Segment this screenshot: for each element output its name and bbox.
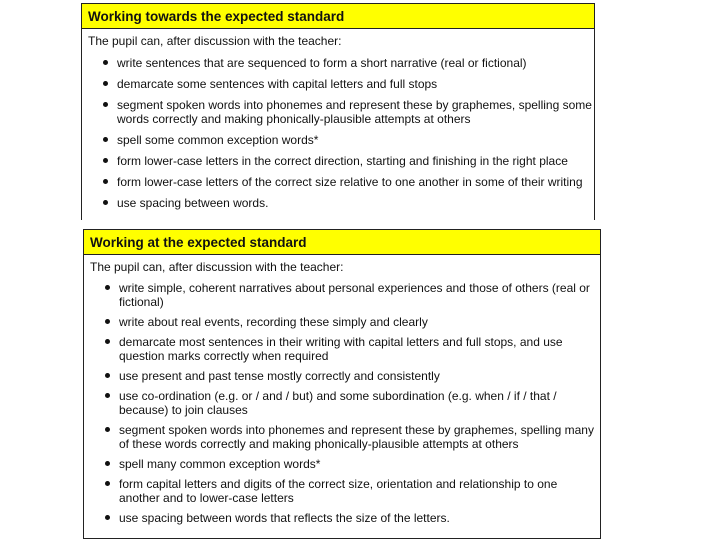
list-item [99,77,594,91]
list-item [101,369,600,383]
list-item [99,175,594,189]
standard-panel-working-towards [81,3,595,220]
list-item [101,315,600,329]
list-item-text: form lower-case letters in the correct direction, starting and finishing in the right place [117,154,568,168]
bullet-icon [105,481,110,486]
list-item-text: form capital letters and digits of the correct size, orientation and relationship to one another and to lower-case letters [119,477,558,505]
list-item-text: use co-ordination (e.g. or / and / but) and some subordination (e.g. when / if / that / because) to join clauses [119,389,557,417]
list-item [101,477,600,505]
list-item-text: use spacing between words. [117,196,269,210]
list-item-text: segment spoken words into phonemes and represent these by graphemes, spelling many of these words correctly and making phonically-plausible attempts at others [119,423,594,451]
section-title: Working at the expected standard [84,230,600,255]
list-item [99,56,594,70]
list-item-text: write simple, coherent narratives about personal experiences and those of others (real or fictional) [119,281,590,309]
list-item [101,457,600,471]
list-item-text: spell some common exception words* [117,133,319,147]
list-item [101,423,600,451]
list-item-text: demarcate some sentences with capital letters and full stops [117,77,438,91]
bullet-icon [103,81,108,86]
list-item [101,335,600,363]
list-item [101,281,600,309]
bullet-icon [103,200,108,205]
criteria-list [84,281,600,525]
list-item-text: write sentences that are sequenced to form a short narrative (real or fictional) [117,56,527,70]
list-item-text: segment spoken words into phonemes and represent these by graphemes, spelling some words correctly and making phonically-plausible attempts at others [117,98,592,126]
list-item-text: write about real events, recording these simply and clearly [119,315,428,329]
criteria-list [82,56,594,210]
bullet-icon [105,427,110,432]
list-item-text: use spacing between words that reflects the size of the letters. [119,511,450,525]
list-item [99,133,594,147]
bullet-icon [103,60,108,65]
list-item-text: spell many common exception words* [119,457,321,471]
bullet-icon [105,515,110,520]
bullet-icon [103,102,108,107]
list-item [99,196,594,210]
list-item-text: use present and past tense mostly correctly and consistently [119,369,440,383]
bullet-icon [105,285,110,290]
bullet-icon [103,137,108,142]
list-item [99,98,594,126]
section-intro: The pupil can, after discussion with the teacher: [88,34,342,48]
list-item-text: demarcate most sentences in their writing with capital letters and full stops, and use question marks correctly when required [119,335,563,363]
bullet-icon [103,158,108,163]
standard-panel-expected [83,229,601,539]
list-item [99,154,594,168]
list-item [101,389,600,417]
section-intro: The pupil can, after discussion with the teacher: [90,260,344,274]
bullet-icon [103,179,108,184]
bullet-icon [105,393,110,398]
bullet-icon [105,461,110,466]
bullet-icon [105,319,110,324]
list-item [101,511,600,525]
bullet-icon [105,339,110,344]
bullet-icon [105,373,110,378]
list-item-text: form lower-case letters of the correct size relative to one another in some of their writing [117,175,583,189]
section-title: Working towards the expected standard [82,4,594,29]
